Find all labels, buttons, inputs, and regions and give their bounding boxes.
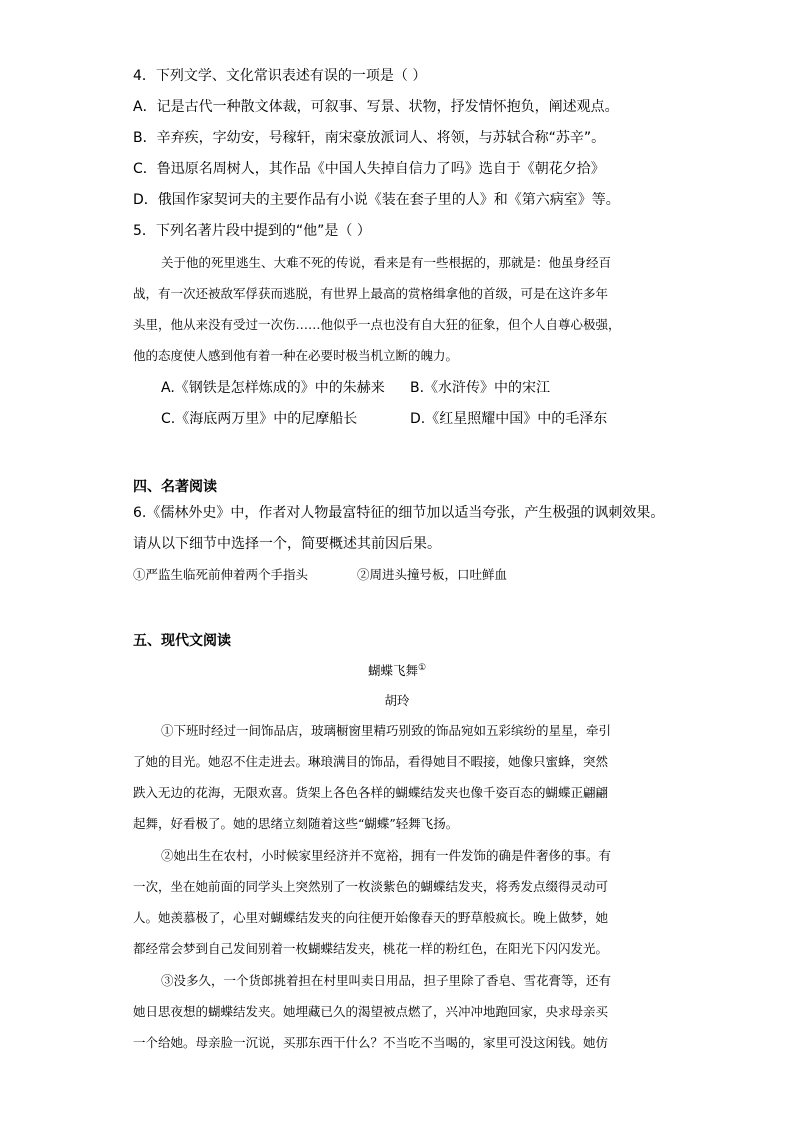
q4-option-c: C．鲁迅原名周树人，其作品《中国人失掉自信力了吗》选自于《朝花夕拾》 [133, 161, 605, 177]
q4-option-d: D．俄国作家契诃夫的主要作品有小说《装在套子里的人》和《第六病室》等。 [133, 192, 620, 208]
q4-option-a: A．记是古代一种散文体裁，可叙事、写景、状物，抒发情怀抱负，阐述观点。 [133, 99, 619, 115]
q5-passage-line: 他的态度使人感到他有着一种在必要时极当机立断的魄力。 [133, 348, 459, 363]
q6-detail-1: ①严监生临死前伸着两个手指头 [133, 567, 309, 582]
article-line: 起舞，好看极了。她的思绪立刻随着这些“蝴蝶”轻舞飞扬。 [133, 816, 459, 831]
q5-option-b: B.《水浒传》中的宋江 [410, 380, 551, 396]
article-title [0, 661, 794, 681]
article-line: ③没多久，一个货郎挑着担在村里叫卖日用品，担子里除了香皂、雪花膏等，还有 [161, 973, 612, 988]
article-title-text: 蝴蝶飞舞 [367, 663, 418, 678]
q6-detail-2: ②周进头撞号板，口吐鲜血 [357, 567, 508, 582]
q6-line-1: 6.《儒林外史》中，作者对人物最富特征的细节加以适当夸张，产生极强的讽刺效果。 [133, 505, 665, 521]
article-line: 都经常会梦到自己发间别着一枚蝴蝶结发夹，桃花一样的粉红色，在阳光下闪闪发光。 [133, 941, 609, 956]
q4-stem: 4．下列文学、文化常识表述有误的一项是（ ） [133, 68, 427, 84]
article-line: 她日思夜想的蝴蝶结发夹。她埋藏已久的渴望被点燃了，兴冲冲地跑回家，央求母亲买 [133, 1004, 609, 1019]
section-4-title: 四、名著阅读 [133, 479, 217, 495]
article-line: 人。她羡慕极了，心里对蝴蝶结发夹的向往便开始像春天的野草般疯长。晚上做梦，她 [133, 910, 609, 925]
article-line: ①下班时经过一间饰品店，玻璃橱窗里精巧别致的饰品宛如五彩缤纷的星星，牵引 [161, 723, 612, 738]
article-line: 一次，坐在她前面的同学头上突然别了一枚淡紫色的蝴蝶结发夹，将秀发点缀得灵动可 [133, 879, 609, 894]
article-line: 了她的目光。她忍不住走进去。琳琅满目的饰品，看得她目不暇接，她像只蜜蜂，突然 [133, 754, 609, 769]
article-author: 胡玲 [384, 693, 410, 708]
q5-option-d: D.《红星照耀中国》中的毛泽东 [410, 411, 608, 427]
q6-line-2: 请从以下细节中选择一个，简要概述其前因后果。 [133, 536, 441, 552]
q5-passage-line: 关于他的死里逃生、大难不死的传说，看来是有一些根据的，那就是：他虽身经百 [161, 255, 612, 270]
title-footnote-mark: ① [417, 662, 427, 673]
q5-passage-line: 头里，他从来没有受过一次伤……他似乎一点也没有自大狂的征象，但个人自尊心极强， [133, 317, 621, 332]
article-line: 一个给她。母亲脸一沉说，买那东西干什么？不当吃不当喝的，家里可没这闲钱。她仿 [133, 1035, 609, 1050]
article-line: 跌入无边的花海，无限欢喜。货架上各色各样的蝴蝶结发夹也像千姿百态的蝴蝶正翩翩 [133, 785, 609, 800]
q5-option-a: A.《钢铁是怎样炼成的》中的朱赫来 [161, 380, 385, 396]
q5-passage-line: 战，有一次还被敌军俘获而逃脱，有世界上最高的赏格缉拿他的首级，可是在这许多年 [133, 286, 609, 301]
section-5-title: 五、现代文阅读 [133, 633, 231, 649]
q5-option-c: C.《海底两万里》中的尼摩船长 [161, 411, 358, 427]
q5-stem: 5．下列名著片段中提到的“他”是（ ） [133, 223, 371, 239]
article-line: ②她出生在农村，小时候家里经济并不宽裕，拥有一件发饰的确是件奢侈的事。有 [161, 848, 612, 863]
q4-option-b: B．辛弃疾，字幼安，号稼轩，南宋豪放派词人、将领，与苏轼合称“苏辛”。 [133, 130, 606, 146]
